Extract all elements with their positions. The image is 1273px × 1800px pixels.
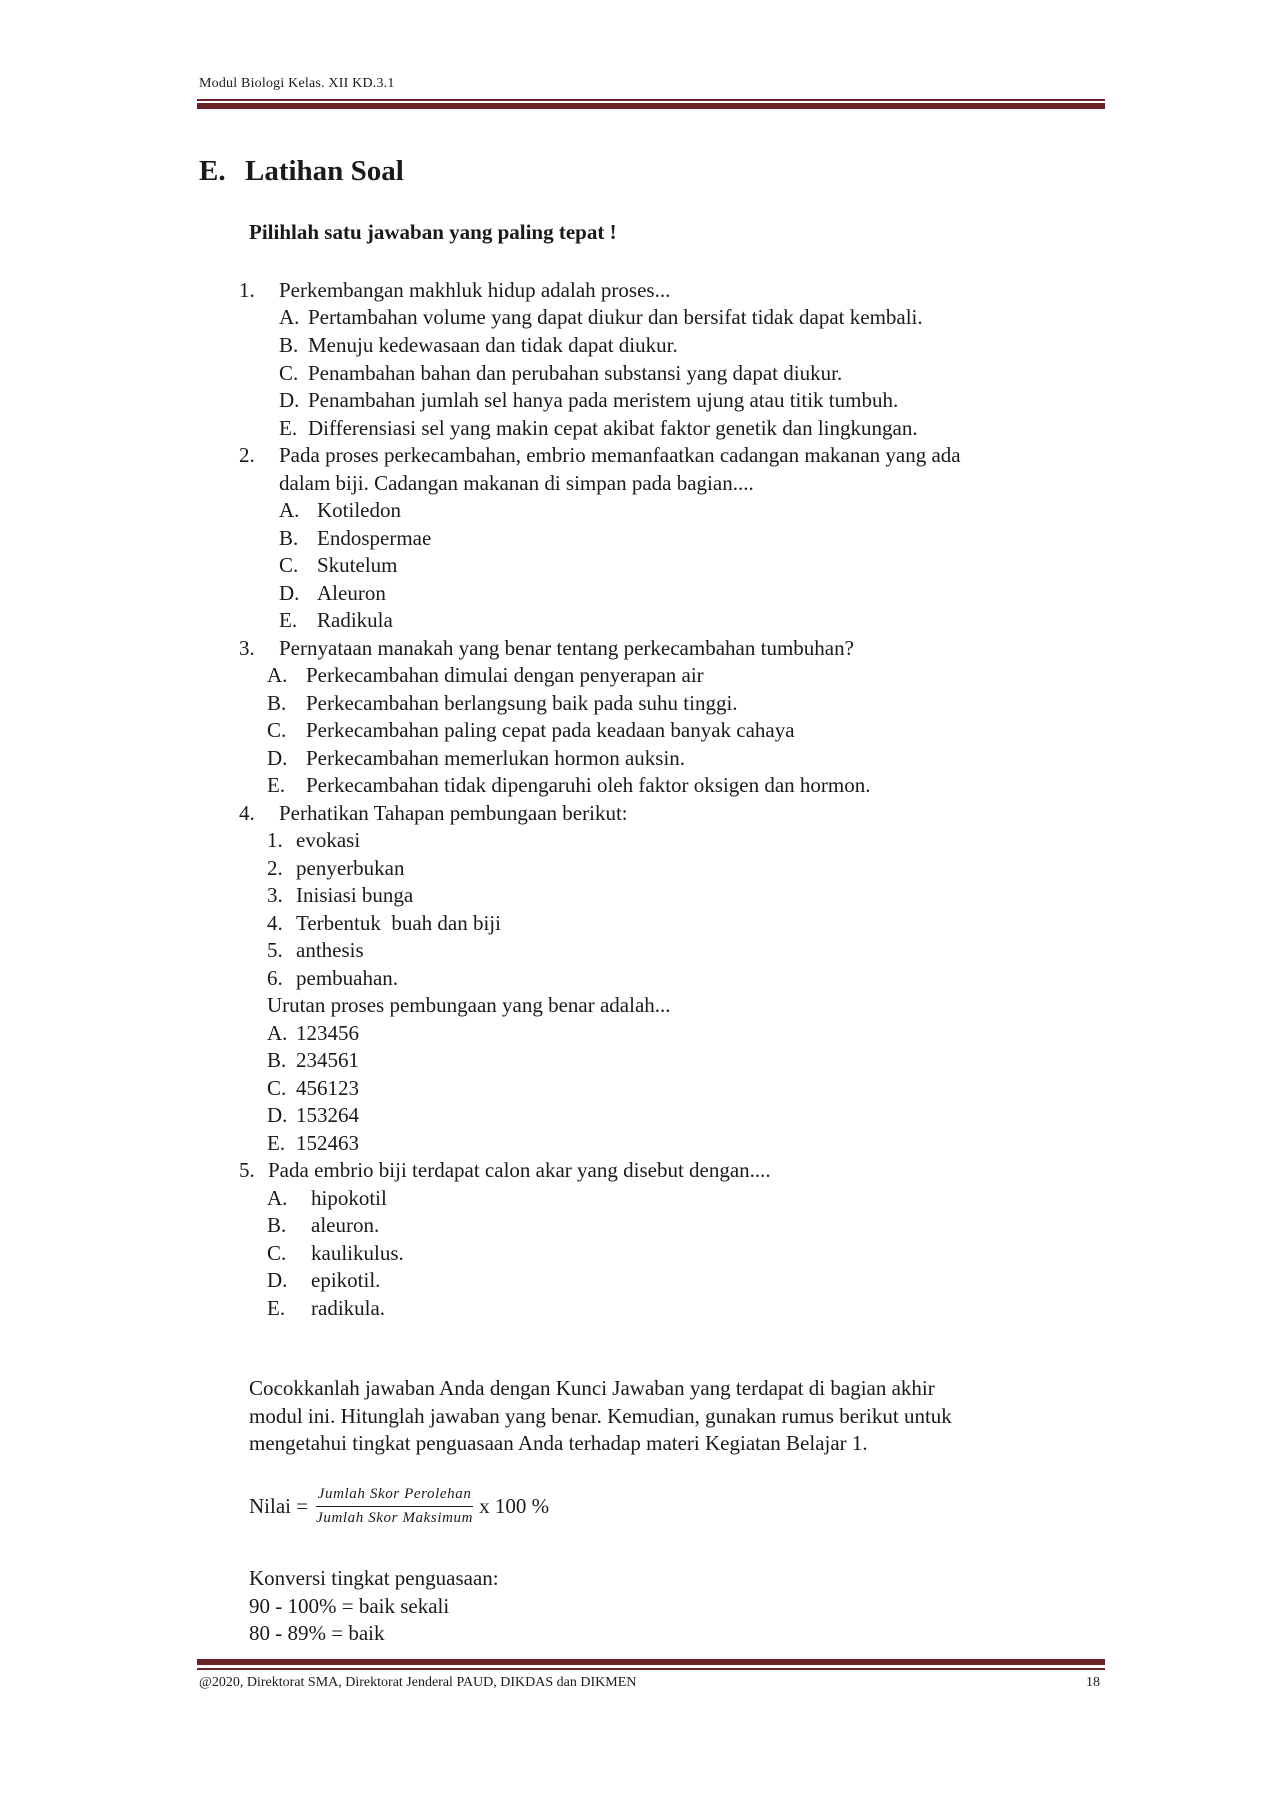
- stage-label: 3.: [267, 883, 283, 907]
- option-label: B.: [267, 1213, 287, 1237]
- question-4: [239, 800, 628, 827]
- stage-text: anthesis: [296, 938, 364, 962]
- stage-4: [267, 910, 501, 937]
- option-text: Perkecambahan dimulai dengan penyerapan air: [306, 663, 704, 687]
- conversion-level-1: 90 - 100% = baik sekali: [249, 1594, 450, 1618]
- footer-rule-thin: [197, 1668, 1105, 1670]
- stage-text: pembuahan.: [296, 966, 399, 990]
- formula-fraction: [314, 1486, 475, 1527]
- option-3c: [267, 717, 795, 744]
- option-2d: [279, 580, 386, 607]
- option-label: E.: [267, 1131, 286, 1155]
- question-text: Perhatikan Tahapan pembungaan berikut:: [279, 801, 628, 825]
- option-1e: [279, 415, 918, 442]
- option-text: hipokotil: [311, 1186, 387, 1210]
- option-label: D.: [267, 1268, 288, 1292]
- stage-label: 1.: [267, 828, 283, 852]
- option-3e: [267, 772, 871, 799]
- option-text: 123456: [296, 1021, 359, 1045]
- option-1b: [279, 332, 678, 359]
- option-text: 234561: [296, 1048, 359, 1072]
- option-5c: [267, 1240, 404, 1267]
- option-text: Differensiasi sel yang makin cepat akibat faktor genetik dan lingkungan.: [308, 416, 918, 440]
- stage-text: evokasi: [296, 828, 361, 852]
- option-text: epikotil.: [311, 1268, 381, 1292]
- option-label: E.: [267, 773, 286, 797]
- option-3d: [267, 745, 685, 772]
- header-rule-thin: [197, 99, 1105, 101]
- question-2-line-2: dalam biji. Cadangan makanan di simpan pada bagian....: [279, 471, 754, 495]
- option-1d: [279, 387, 898, 414]
- page-number: 18: [1086, 1675, 1100, 1690]
- option-5b: [267, 1212, 379, 1239]
- conversion-level-2: 80 - 89% = baik: [249, 1621, 385, 1645]
- stage-label: 4.: [267, 911, 283, 935]
- question-1: [239, 277, 670, 304]
- option-4e: [267, 1130, 359, 1157]
- option-3b: [267, 690, 738, 717]
- closing-line-1: Cocokkanlah jawaban Anda dengan Kunci Jawaban yang terdapat di bagian akhir: [249, 1376, 935, 1400]
- question-5: [239, 1157, 771, 1184]
- question-text: Pada embrio biji terdapat calon akar yang disebut dengan....: [268, 1158, 771, 1182]
- option-label: B.: [267, 691, 287, 715]
- option-text: 152463: [296, 1131, 359, 1155]
- option-label: C.: [267, 718, 287, 742]
- option-label: A.: [267, 1021, 288, 1045]
- option-text: kaulikulus.: [311, 1241, 404, 1265]
- formula-suffix: x 100 %: [479, 1494, 550, 1518]
- option-label: A.: [267, 663, 288, 687]
- option-label: A.: [279, 498, 300, 522]
- option-text: 456123: [296, 1076, 359, 1100]
- option-2e: [279, 607, 393, 634]
- stage-label: 5.: [267, 938, 283, 962]
- section-title: [199, 155, 404, 188]
- stage-label: 6.: [267, 966, 283, 990]
- option-text: Kotiledon: [317, 498, 401, 522]
- instruction: Pilihlah satu jawaban yang paling tepat !: [249, 220, 617, 244]
- header-rule-thick: [197, 103, 1105, 109]
- question-3: [239, 635, 854, 662]
- option-4b: [267, 1047, 359, 1074]
- stage-2: [267, 855, 404, 882]
- question-number: 2.: [239, 443, 255, 467]
- stage-3: [267, 882, 413, 909]
- option-label: C.: [267, 1241, 287, 1265]
- option-label: E.: [279, 608, 298, 632]
- score-formula: [249, 1486, 549, 1527]
- question-number: 5.: [239, 1158, 255, 1182]
- footer-copyright: @2020, Direktorat SMA, Direktorat Jenderal PAUD, DIKDAS dan DIKMEN: [199, 1675, 637, 1690]
- stage-label: 2.: [267, 856, 283, 880]
- option-text: Perkecambahan memerlukan hormon auksin.: [306, 746, 686, 770]
- option-text: Perkecambahan berlangsung baik pada suhu tinggi.: [306, 691, 738, 715]
- option-2b: [279, 525, 431, 552]
- option-label: C.: [279, 361, 299, 385]
- option-5a: [267, 1185, 387, 1212]
- option-label: D.: [267, 746, 288, 770]
- formula-label: Nilai =: [249, 1494, 309, 1518]
- option-label: C.: [279, 553, 299, 577]
- formula-numerator: Jumlah Skor Perolehan: [316, 1486, 474, 1507]
- option-4c: [267, 1075, 359, 1102]
- stage-text: Terbentuk buah dan biji: [296, 911, 501, 935]
- option-text: Skutelum: [317, 553, 398, 577]
- option-label: C.: [267, 1076, 287, 1100]
- closing-line-2: modul ini. Hitunglah jawaban yang benar. Kemudian, gunakan rumus berikut untuk: [249, 1404, 952, 1428]
- option-1a: [279, 304, 923, 331]
- option-label: D.: [279, 581, 300, 605]
- option-text: Penambahan bahan dan perubahan substansi yang dapat diukur.: [308, 361, 843, 385]
- stage-1: [267, 827, 360, 854]
- question-2: [239, 442, 961, 469]
- option-text: Pertambahan volume yang dapat diukur dan bersifat tidak dapat kembali.: [308, 305, 923, 329]
- formula-denominator: Jumlah Skor Maksimum: [316, 1510, 474, 1526]
- option-label: E.: [279, 416, 298, 440]
- option-label: A.: [267, 1186, 288, 1210]
- stage-5: [267, 937, 364, 964]
- option-text: aleuron.: [311, 1213, 380, 1237]
- option-5d: [267, 1267, 380, 1294]
- question-number: 3.: [239, 636, 255, 660]
- question-text: Pernyataan manakah yang benar tentang perkecambahan tumbuhan?: [279, 636, 854, 660]
- option-label: D.: [279, 388, 300, 412]
- option-2c: [279, 552, 398, 579]
- closing-line-3: mengetahui tingkat penguasaan Anda terhadap materi Kegiatan Belajar 1.: [249, 1431, 868, 1455]
- option-text: Aleuron: [317, 581, 386, 605]
- option-text: Radikula: [317, 608, 393, 632]
- option-text: Penambahan jumlah sel hanya pada meristem ujung atau titik tumbuh.: [308, 388, 899, 412]
- option-3a: [267, 662, 704, 689]
- stage-6: [267, 965, 398, 992]
- stage-text: penyerbukan: [296, 856, 405, 880]
- option-1c: [279, 360, 842, 387]
- question-4-prompt: Urutan proses pembungaan yang benar adalah...: [267, 993, 671, 1017]
- option-2a: [279, 497, 401, 524]
- option-5e: [267, 1295, 385, 1322]
- question-text: Perkembangan makhluk hidup adalah proses...: [279, 278, 671, 302]
- option-text: Perkecambahan paling cepat pada keadaan banyak cahaya: [306, 718, 795, 742]
- option-label: B.: [279, 526, 299, 550]
- option-label: D.: [267, 1103, 288, 1127]
- question-number: 1.: [239, 278, 255, 302]
- header-title: Modul Biologi Kelas. XII KD.3.1: [199, 76, 395, 91]
- question-text: Pada proses perkecambahan, embrio memanfaatkan cadangan makanan yang ada: [279, 443, 961, 467]
- option-4d: [267, 1102, 359, 1129]
- section-title-text: Latihan Soal: [245, 155, 404, 187]
- option-text: Menuju kedewasaan dan tidak dapat diukur.: [308, 333, 678, 357]
- option-text: radikula.: [311, 1296, 386, 1320]
- option-label: B.: [267, 1048, 287, 1072]
- option-label: A.: [279, 305, 300, 329]
- option-text: 153264: [296, 1103, 359, 1127]
- footer-rule-thick: [197, 1659, 1105, 1665]
- section-letter: E.: [199, 155, 226, 187]
- option-4a: [267, 1020, 359, 1047]
- option-text: Endospermae: [317, 526, 432, 550]
- conversion-title: Konversi tingkat penguasaan:: [249, 1566, 499, 1590]
- option-label: B.: [279, 333, 299, 357]
- option-text: Perkecambahan tidak dipengaruhi oleh faktor oksigen dan hormon.: [306, 773, 871, 797]
- option-label: E.: [267, 1296, 286, 1320]
- question-number: 4.: [239, 801, 255, 825]
- stage-text: Inisiasi bunga: [296, 883, 414, 907]
